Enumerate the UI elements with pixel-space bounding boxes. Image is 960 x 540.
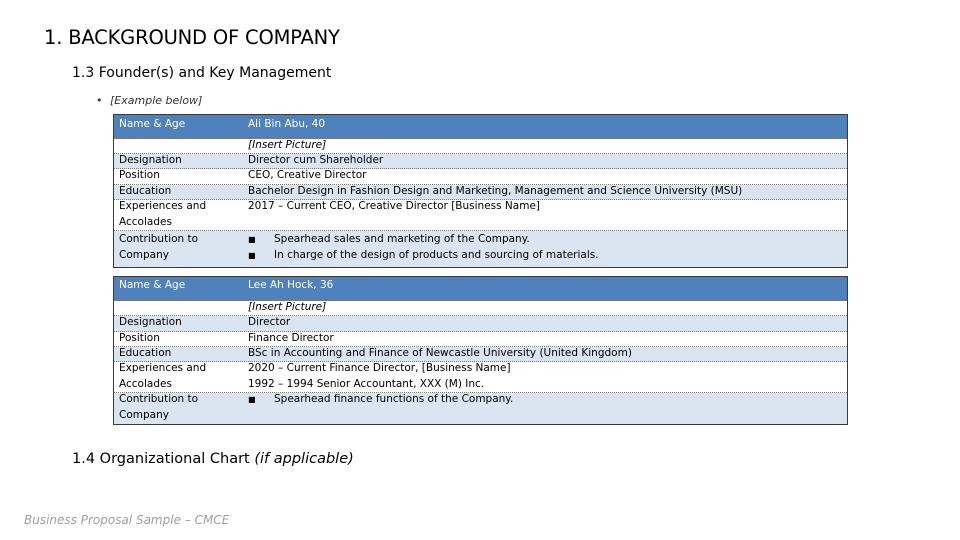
page-heading: 1. BACKGROUND OF COMPANY [44, 26, 340, 49]
experience-row [114, 362, 847, 393]
position-value: Finance Director [248, 332, 334, 344]
name-age-row [114, 277, 847, 301]
name-age-row [114, 115, 847, 139]
contribution-label: Contribution to Company [119, 233, 199, 261]
position-label: Position [119, 169, 160, 181]
contribution-item: ■ In charge of the design of products and sourcing of materials. [248, 248, 841, 264]
experience-row [114, 200, 847, 231]
designation-label: Designation [119, 154, 182, 166]
position-value: CEO, Creative Director [248, 169, 367, 181]
education-value: Bachelor Design in Fashion Design and Marketing, Management and Science University (MSU) [248, 185, 743, 197]
square-bullet-icon: ■ [248, 235, 256, 244]
name-age-value: Ali Bin Abu, 40 [248, 118, 326, 130]
bullet-icon: • [96, 94, 103, 107]
picture-placeholder: [Insert Picture] [248, 301, 327, 313]
position-label: Position [119, 332, 160, 344]
experience-item: 2020 – Current Finance Director, [Business Name] [248, 362, 511, 374]
footer-text: Business Proposal Sample – CMCE [24, 513, 230, 527]
contribution-label: Contribution to Company [119, 393, 199, 421]
founder-table-1 [113, 114, 848, 268]
education-row [114, 347, 847, 362]
name-age-value: Lee Ah Hock, 36 [248, 279, 334, 291]
experience-label: Experiences and Accolades [119, 200, 207, 228]
picture-row [114, 139, 847, 154]
education-label: Education [119, 185, 172, 197]
education-label: Education [119, 347, 172, 359]
experience-label: Experiences and Accolades [119, 362, 207, 390]
designation-value: Director [248, 316, 291, 328]
designation-label: Designation [119, 316, 182, 328]
experience-value: 2017 – Current CEO, Creative Director [Business Name] [248, 200, 541, 212]
designation-value: Director cum Shareholder [248, 154, 384, 166]
contribution-item: ■ Spearhead sales and marketing of the Company. [248, 232, 841, 248]
position-row [114, 332, 847, 347]
contribution-row [114, 393, 847, 424]
section-heading-org-chart: 1.4 Organizational Chart (if applicable) [72, 451, 354, 467]
designation-row [114, 154, 847, 169]
picture-row [114, 301, 847, 316]
education-value: BSc in Accounting and Finance of Newcastle University (United Kingdom) [248, 347, 632, 359]
name-age-label: Name & Age [119, 118, 186, 130]
picture-placeholder: [Insert Picture] [248, 139, 327, 151]
section-heading-founders: 1.3 Founder(s) and Key Management [72, 65, 332, 81]
experience-item: 1992 – 1994 Senior Accountant, XXX (M) Inc. [248, 377, 485, 390]
contribution-list [248, 392, 841, 408]
contribution-item: ■ Spearhead finance functions of the Company. [248, 392, 841, 408]
founder-table-2 [113, 276, 848, 425]
square-bullet-icon: ■ [248, 250, 256, 260]
experience-list [248, 361, 841, 392]
contribution-list [248, 232, 841, 263]
square-bullet-icon: ■ [248, 395, 256, 404]
position-row [114, 169, 847, 185]
designation-row [114, 316, 847, 332]
education-row [114, 185, 847, 200]
example-bullet: • [Example below] [96, 94, 203, 107]
name-age-label: Name & Age [119, 279, 186, 291]
contribution-row [114, 231, 847, 267]
